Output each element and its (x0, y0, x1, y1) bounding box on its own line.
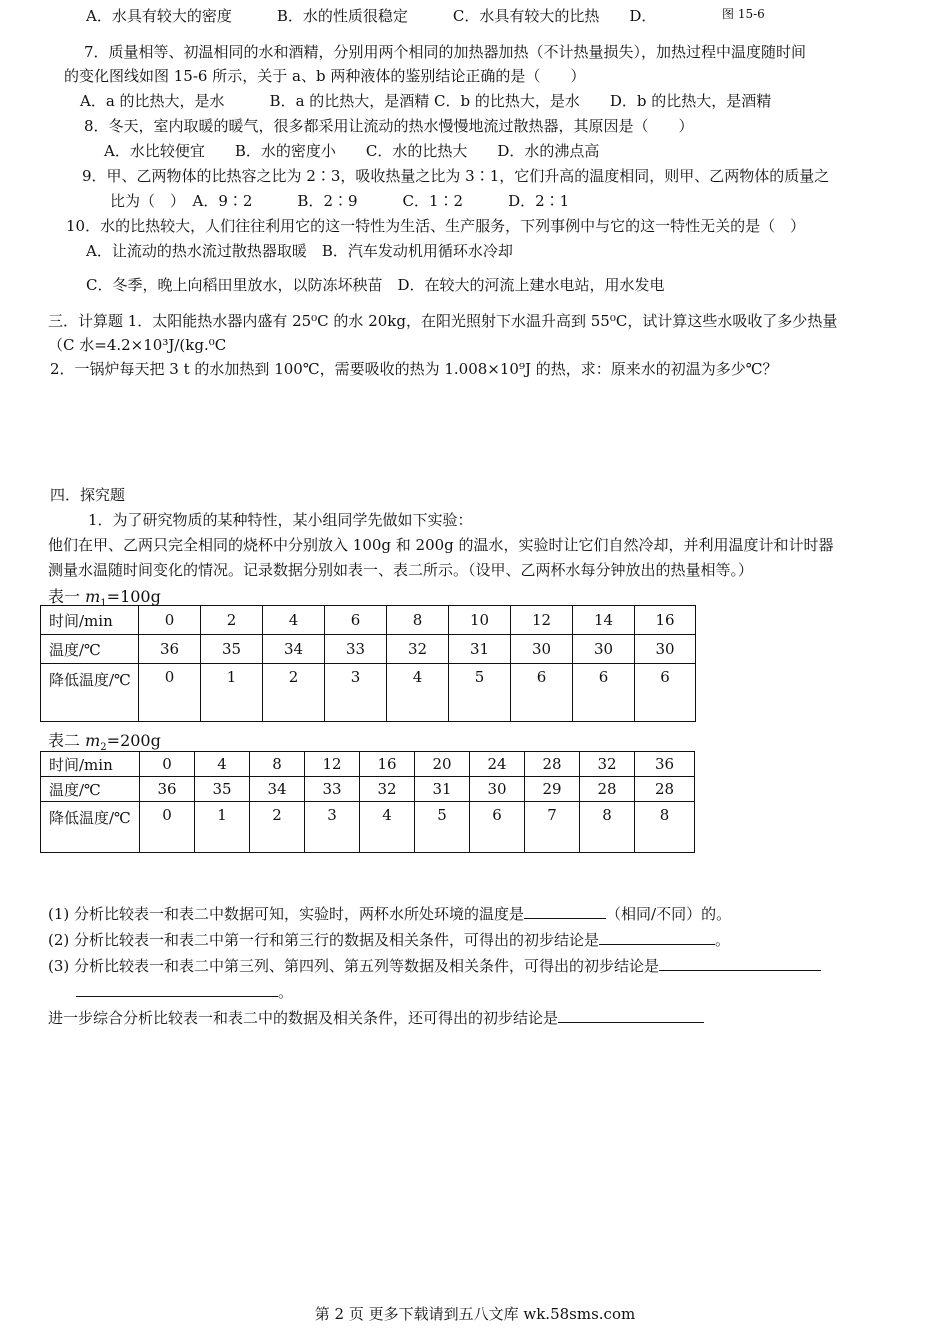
table2-row-label: 降低温度/℃ (41, 802, 140, 853)
answer-blank-3b[interactable] (76, 982, 278, 997)
table2-cell: 30 (470, 777, 525, 802)
table2-cell: 35 (195, 777, 250, 802)
table2-cell: 8 (580, 802, 635, 853)
q7-options: A．a 的比热大，是水 B．a 的比热大，是酒精 C．b 的比热大，是水 D．b 的比热大，是酒精 (80, 92, 772, 110)
inquiry-desc2: 测量水温随时间变化的情况。记录数据分别如表一、表二所示。（设甲、乙两杯水每分钟放出的热量相等。） (48, 561, 754, 579)
table1-row (41, 664, 696, 722)
table2-cell: 24 (470, 752, 525, 777)
q10-line1: 10．水的比热较大，人们往往利用它的这一特性为生活、生产服务，下列事例中与它的这一特性无关的是（ ） (66, 217, 806, 235)
table1-cell: 12 (511, 606, 573, 635)
analysis-q2-suffix: 。 (715, 931, 731, 949)
figure-label: 图 15-6 (722, 7, 765, 21)
table2-cell: 36 (140, 777, 195, 802)
table2-cell: 34 (250, 777, 305, 802)
table1-cell: 3 (325, 664, 387, 722)
q7-line1: 7．质量相等、初温相同的水和酒精，分别用两个相同的加热器加热（不计热量损失），加热过程中温度随时间 (84, 43, 807, 61)
analysis-q3 (48, 956, 821, 976)
analysis-q1-suffix: （相同/不同）的。 (606, 905, 732, 923)
q10-options-ab: A．让流动的热水流过散热器取暖 B．汽车发动机用循环水冷却 (86, 242, 513, 260)
analysis-q1 (48, 904, 731, 924)
table2-cell: 8 (635, 802, 695, 853)
table2-cell: 3 (305, 802, 360, 853)
table2-cell: 6 (470, 802, 525, 853)
table1-row-label: 温度/℃ (41, 635, 139, 664)
answer-blank-2[interactable] (599, 930, 715, 945)
table1-mass-value: =100g (106, 587, 161, 606)
calc-q1-line2: （C 水=4.2×10³J/(kg.⁰C (48, 336, 227, 354)
table1-cell: 31 (449, 635, 511, 664)
analysis-q2-text: (2) 分析比较表一和表二中第一行和第三行的数据及相关条件，可得出的初步结论是 (48, 931, 600, 949)
table1-row-label: 时间/min (41, 606, 139, 635)
table2-cell: 20 (415, 752, 470, 777)
table2-cell: 28 (525, 752, 580, 777)
table1-row (41, 635, 696, 664)
analysis-further (48, 1008, 704, 1028)
table2-cell: 8 (250, 752, 305, 777)
table2 (40, 751, 695, 853)
table2-cell: 28 (635, 777, 695, 802)
calc-q1-line1: 三．计算题 1．太阳能热水器内盛有 25⁰C 的水 20kg，在阳光照射下水温升高到 55⁰C，试计算这些水吸收了多少热量 (48, 312, 838, 330)
table2-cell: 4 (195, 752, 250, 777)
table1-cell: 14 (573, 606, 635, 635)
table1-cell: 5 (449, 664, 511, 722)
table2-cell: 12 (305, 752, 360, 777)
analysis-q1-text: (1) 分析比较表一和表二中数据可知，实验时，两杯水所处环境的温度是 (48, 905, 525, 923)
table1-cell: 0 (139, 606, 201, 635)
table1-cell: 36 (139, 635, 201, 664)
page-footer: 第 2 页 更多下载请到五八文库 wk.58sms.com (314, 1305, 636, 1323)
table1-cell: 0 (139, 664, 201, 722)
table1-cell: 30 (635, 635, 696, 664)
table2-cell: 16 (360, 752, 415, 777)
table2-mass-value: =200g (106, 731, 161, 750)
table2-row (41, 802, 695, 853)
table2-caption-prefix: 表二 (48, 731, 81, 750)
table2-cell: 29 (525, 777, 580, 802)
answer-blank-4[interactable] (558, 1008, 704, 1023)
table1-cell: 34 (263, 635, 325, 664)
table2-cell: 36 (635, 752, 695, 777)
table2-cell: 33 (305, 777, 360, 802)
table1-cell: 32 (387, 635, 449, 664)
table1-cell: 1 (201, 664, 263, 722)
table2-cell: 0 (140, 752, 195, 777)
table1-cell: 16 (635, 606, 696, 635)
table2-cell: 0 (140, 802, 195, 853)
table1-cell: 6 (635, 664, 696, 722)
table1-cell: 6 (325, 606, 387, 635)
inquiry-desc1: 他们在甲、乙两只完全相同的烧杯中分别放入 100g 和 200g 的温水，实验时让它们自然冷却，并利用温度计和计时器 (48, 536, 834, 554)
answer-blank-1[interactable] (524, 904, 606, 919)
table2-caption (48, 728, 161, 753)
q6-options: A．水具有较大的密度 B．水的性质很稳定 C．水具有较大的比热 D． (86, 7, 657, 25)
analysis-q2 (48, 930, 730, 950)
table2-cell: 32 (580, 752, 635, 777)
table1-mass-sub: 1 (100, 598, 107, 610)
table2-cell: 2 (250, 802, 305, 853)
table1-cell: 4 (387, 664, 449, 722)
table2-row (41, 752, 695, 777)
table1-cell: 8 (387, 606, 449, 635)
q9-line1: 9．甲、乙两物体的比热容之比为 2∶3，吸收热量之比为 3∶1，它们升高的温度相同，则甲、乙两物体的质量之 (82, 167, 830, 185)
table1-row (41, 606, 696, 635)
calc-q2: 2．一锅炉每天把 3 t 的水加热到 100℃，需要吸收的热为 1.008×10⁹J 的热，求：原来水的初温为多少℃？ (50, 360, 778, 378)
q10-options-cd: C．冬季，晚上向稻田里放水，以防冻坏秧苗 D．在较大的河流上建水电站，用水发电 (86, 276, 665, 294)
table2-cell: 5 (415, 802, 470, 853)
table2-cell: 1 (195, 802, 250, 853)
table1-cell: 10 (449, 606, 511, 635)
table1-cell: 2 (201, 606, 263, 635)
analysis-further-text: 进一步综合分析比较表一和表二中的数据及相关条件，还可得出的初步结论是 (48, 1009, 559, 1027)
table2-row-label: 时间/min (41, 752, 140, 777)
table2-row-label: 温度/℃ (41, 777, 140, 802)
analysis-q3-cont (76, 982, 293, 1002)
table2-row (41, 777, 695, 802)
table2-cell: 28 (580, 777, 635, 802)
table2-cell: 4 (360, 802, 415, 853)
inquiry-heading: 四．探究题 (50, 486, 126, 504)
table1-caption-prefix: 表一 (48, 587, 81, 606)
table1-row-label: 降低温度/℃ (41, 664, 139, 722)
table1-cell: 33 (325, 635, 387, 664)
table1-cell: 30 (573, 635, 635, 664)
table1-cell: 2 (263, 664, 325, 722)
table1-cell: 30 (511, 635, 573, 664)
inquiry-intro: 1．为了研究物质的某种特性，某小组同学先做如下实验： (88, 511, 473, 529)
table1-cell: 4 (263, 606, 325, 635)
table2-mass-symbol: m (85, 731, 101, 750)
analysis-q3-text: (3) 分析比较表一和表二中第三列、第四列、第五列等数据及相关条件，可得出的初步结论是 (48, 957, 660, 975)
table2-mass-sub: 2 (100, 742, 107, 754)
table2-cell: 7 (525, 802, 580, 853)
answer-blank-3a[interactable] (659, 956, 821, 971)
table2-cell: 31 (415, 777, 470, 802)
table1 (40, 605, 696, 722)
analysis-q3-suffix: 。 (278, 983, 294, 1001)
q8-options: A．水比较便宜 B．水的密度小 C．水的比热大 D．水的沸点高 (104, 142, 600, 160)
table1-cell: 6 (573, 664, 635, 722)
q9-line2: 比为（ ） A．9∶2 B．2∶9 C．1∶2 D．2∶1 (110, 192, 570, 210)
q8-line1: 8．冬天，室内取暖的暖气，很多都采用让流动的热水慢慢地流过散热器，其原因是（ ） (84, 117, 694, 135)
table1-mass-symbol: m (85, 587, 101, 606)
table2-cell: 32 (360, 777, 415, 802)
table1-cell: 6 (511, 664, 573, 722)
q7-line2: 的变化图线如图 15-6 所示，关于 a、b 两种液体的鉴别结论正确的是（ ） (64, 67, 586, 85)
table1-cell: 35 (201, 635, 263, 664)
